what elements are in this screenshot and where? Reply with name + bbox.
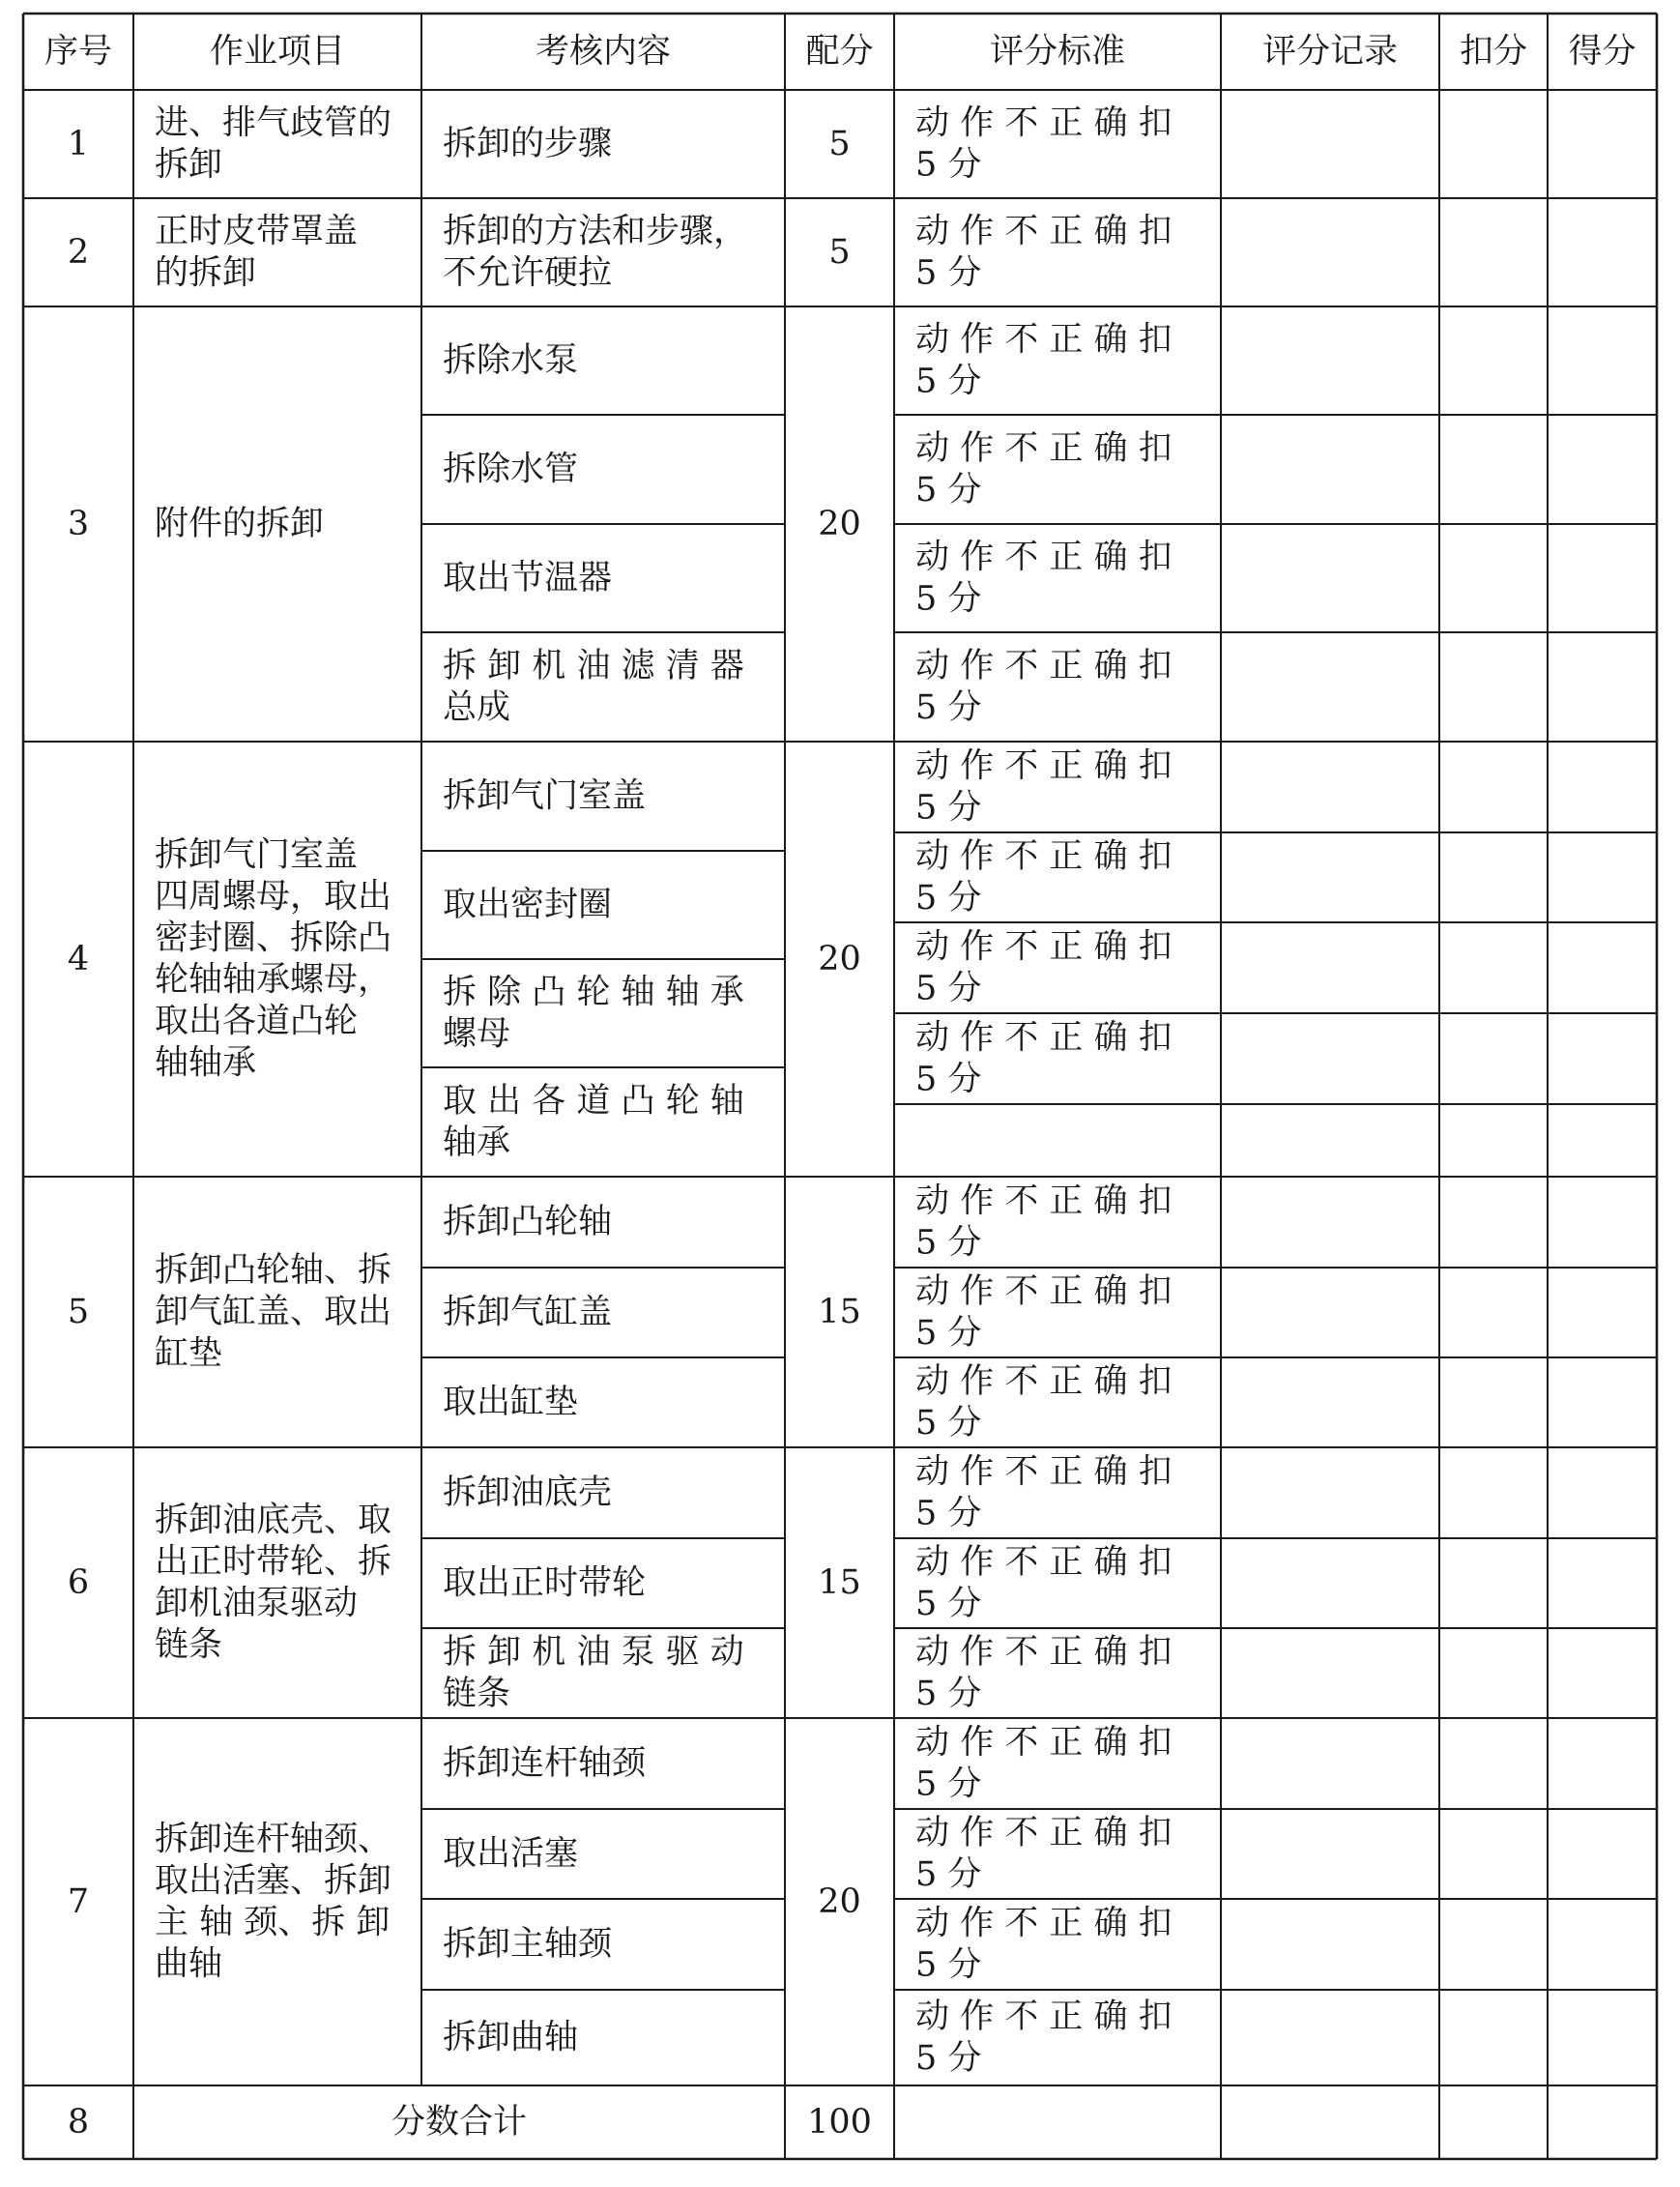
scoring-criterion: 动 作 不 正 确 扣 5 分	[915, 746, 1173, 828]
row-number: 6	[67, 1563, 90, 1602]
header-content: 考核内容	[535, 32, 672, 72]
scoring-criterion: 动 作 不 正 确 扣 5 分	[915, 103, 1173, 185]
assessment-content: 取出活塞	[443, 1834, 579, 1874]
scoring-criterion: 动 作 不 正 确 扣 5 分	[915, 1362, 1173, 1443]
scoring-criterion: 动 作 不 正 确 扣 5 分	[915, 927, 1173, 1008]
assessment-content: 拆卸的方法和步骤，不允许硬拉	[443, 212, 748, 293]
scoring-criterion: 动 作 不 正 确 扣 5 分	[915, 1723, 1173, 1804]
scoring-criterion: 动 作 不 正 确 扣 5 分	[915, 647, 1173, 727]
assessment-content: 取出正时带轮	[443, 1563, 647, 1603]
assessment-content: 拆 除 凸 轮 轴 轴 承螺母	[443, 973, 744, 1054]
row-number: 3	[67, 505, 90, 543]
work-item: 附件的拆卸	[155, 505, 325, 543]
work-item: 正时皮带罩盖的拆卸	[155, 212, 359, 293]
scoring-criterion: 动 作 不 正 确 扣 5 分	[915, 1814, 1173, 1894]
points-value: 20	[818, 940, 861, 978]
row-number: 5	[67, 1293, 90, 1331]
table-cells	[44, 33, 1637, 2143]
assessment-content: 拆卸曲轴	[443, 2018, 579, 2057]
assessment-content: 取出节温器	[443, 559, 613, 598]
scoring-criterion: 动 作 不 正 确 扣 5 分	[915, 320, 1173, 401]
points-value: 20	[818, 505, 861, 543]
work-item: 进、排气歧管的拆卸	[155, 103, 392, 185]
work-item: 拆卸气门室盖四周螺母，取出密封圈、拆除凸轮轴轴承螺母，取出各道凸轮轴轴承	[155, 835, 392, 1083]
assessment-content: 拆卸凸轮轴	[443, 1203, 613, 1241]
row-number: 7	[67, 1882, 90, 1921]
scoring-criterion: 动 作 不 正 确 扣 5 分	[915, 212, 1173, 293]
scoring-criterion: 动 作 不 正 确 扣 5 分	[915, 538, 1173, 619]
total-points: 100	[807, 2103, 872, 2142]
work-item: 拆卸油底壳、取出正时带轮、拆卸机油泵驱动链条	[155, 1501, 392, 1665]
assessment-content: 取 出 各 道 凸 轮 轴轴承	[443, 1082, 744, 1162]
header-deduct: 扣分	[1459, 32, 1528, 72]
assessment-content: 拆除水泵	[443, 341, 579, 380]
points-value: 15	[818, 1563, 861, 1602]
work-item: 拆卸凸轮轴、拆卸气缸盖、取出缸垫	[155, 1251, 392, 1373]
row-number: 4	[67, 940, 90, 978]
scoring-criterion: 动 作 不 正 确 扣 5 分	[915, 1904, 1173, 1985]
work-item: 拆卸连杆轴颈、取出活塞、拆卸主 轴 颈、拆 卸曲轴	[155, 1820, 392, 1984]
assessment-content: 拆卸油底壳	[443, 1473, 613, 1512]
scoring-criterion: 动 作 不 正 确 扣 5 分	[915, 1543, 1173, 1623]
assessment-content: 拆卸的步骤	[443, 125, 613, 163]
scoring-criterion: 动 作 不 正 确 扣 5 分	[915, 1181, 1173, 1263]
header-criteria: 评分标准	[989, 32, 1126, 72]
row-number: 1	[67, 125, 90, 163]
scoring-criterion: 动 作 不 正 确 扣 5 分	[915, 1272, 1173, 1353]
assessment-content: 取出密封圈	[443, 886, 613, 924]
total-row-number: 8	[67, 2103, 90, 2142]
assessment-content: 拆卸连杆轴颈	[443, 1744, 647, 1783]
assessment-content: 拆卸气门室盖	[443, 776, 647, 816]
points-value: 5	[828, 233, 851, 272]
scoring-criterion: 动 作 不 正 确 扣 5 分	[915, 1018, 1173, 1099]
assessment-content: 拆 卸 机 油 滤 清 器总成	[443, 647, 744, 727]
assessment-content: 拆卸气缸盖	[443, 1293, 613, 1332]
header-record: 评分记录	[1261, 32, 1399, 72]
row-number: 2	[67, 233, 90, 272]
assessment-content: 拆除水管	[443, 450, 579, 489]
points-value: 20	[818, 1882, 861, 1921]
scoring-criterion: 动 作 不 正 确 扣 5 分	[915, 837, 1173, 918]
scoring-criterion: 动 作 不 正 确 扣 5 分	[915, 1633, 1173, 1713]
scoring-criterion: 动 作 不 正 确 扣 5 分	[915, 1997, 1173, 2078]
points-value: 15	[818, 1293, 861, 1331]
scoring-criterion: 动 作 不 正 确 扣 5 分	[915, 429, 1173, 510]
header-item: 作业项目	[209, 32, 346, 72]
assessment-content: 拆 卸 机 油 泵 驱 动链条	[443, 1633, 744, 1713]
assessment-content: 取出缸垫	[443, 1383, 579, 1422]
header-no: 序号	[43, 32, 113, 72]
scoring-criterion: 动 作 不 正 确 扣 5 分	[915, 1452, 1173, 1533]
assessment-content: 拆卸主轴颈	[443, 1925, 613, 1964]
header-score: 得分	[1568, 32, 1637, 72]
header-points: 配分	[805, 32, 874, 72]
total-label: 分数合计	[391, 2103, 528, 2142]
points-value: 5	[828, 125, 851, 163]
